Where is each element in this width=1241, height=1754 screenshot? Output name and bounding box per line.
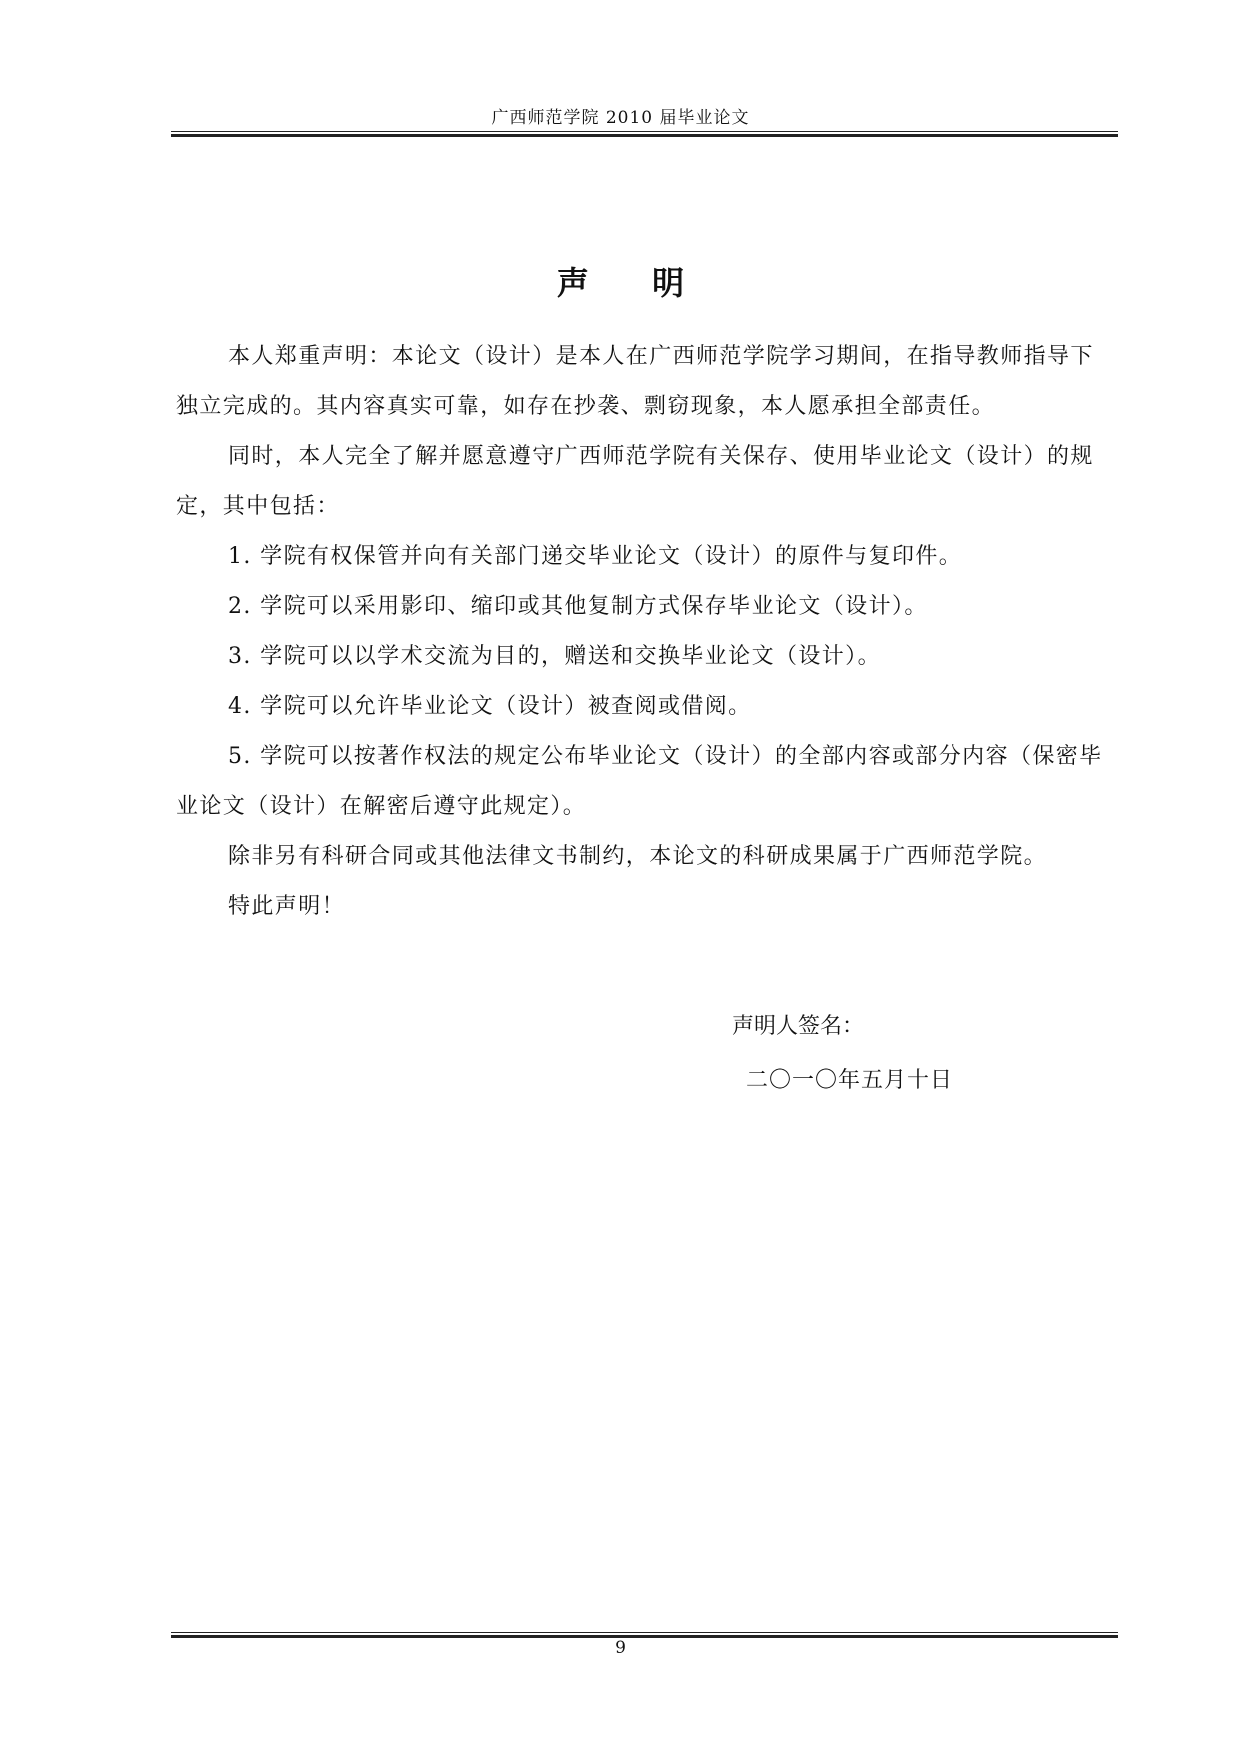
- list-item: 4. 学院可以允许毕业论文（设计）被查阅或借阅。: [228, 694, 752, 719]
- list-item: 2. 学院可以采用影印、缩印或其他复制方式保存毕业论文（设计）。: [228, 594, 928, 619]
- paragraph: 本人郑重声明：本论文（设计）是本人在广西师范学院学习期间，在指导教师指导下独立完成的。其内容真实可靠，如存在抄袭、剽窃现象，本人愿承担全部责任。: [176, 344, 1094, 419]
- signature-date: 二〇一〇年五月十日: [746, 1068, 954, 1093]
- list-item: 1. 学院有权保管并向有关部门递交毕业论文（设计）的原件与复印件。: [228, 544, 963, 569]
- list-item: 3. 学院可以以学术交流为目的，赠送和交换毕业论文（设计）。: [228, 644, 881, 669]
- paragraph: 除非另有科研合同或其他法律文书制约，本论文的科研成果属于广西师范学院。: [228, 844, 1048, 869]
- running-header: 广西师范学院 2010 届毕业论文: [491, 108, 750, 128]
- signature-label: 声明人签名：: [732, 1014, 865, 1039]
- signature-block: [732, 1000, 953, 1108]
- page-number: 9: [615, 1638, 626, 1658]
- list-item: 5. 学院可以按著作权法的规定公布毕业论文（设计）的全部内容或部分内容（保密毕业论文（设计）在解密后遵守此规定）。: [176, 744, 1103, 819]
- header-rule: [171, 131, 1118, 137]
- paragraph: 同时，本人完全了解并愿意遵守广西师范学院有关保存、使用毕业论文（设计）的规定，其中包括：: [176, 444, 1094, 519]
- declaration-body: [176, 332, 1116, 932]
- page-title: 声 明: [556, 264, 685, 302]
- paragraph: 特此声明！: [228, 894, 346, 919]
